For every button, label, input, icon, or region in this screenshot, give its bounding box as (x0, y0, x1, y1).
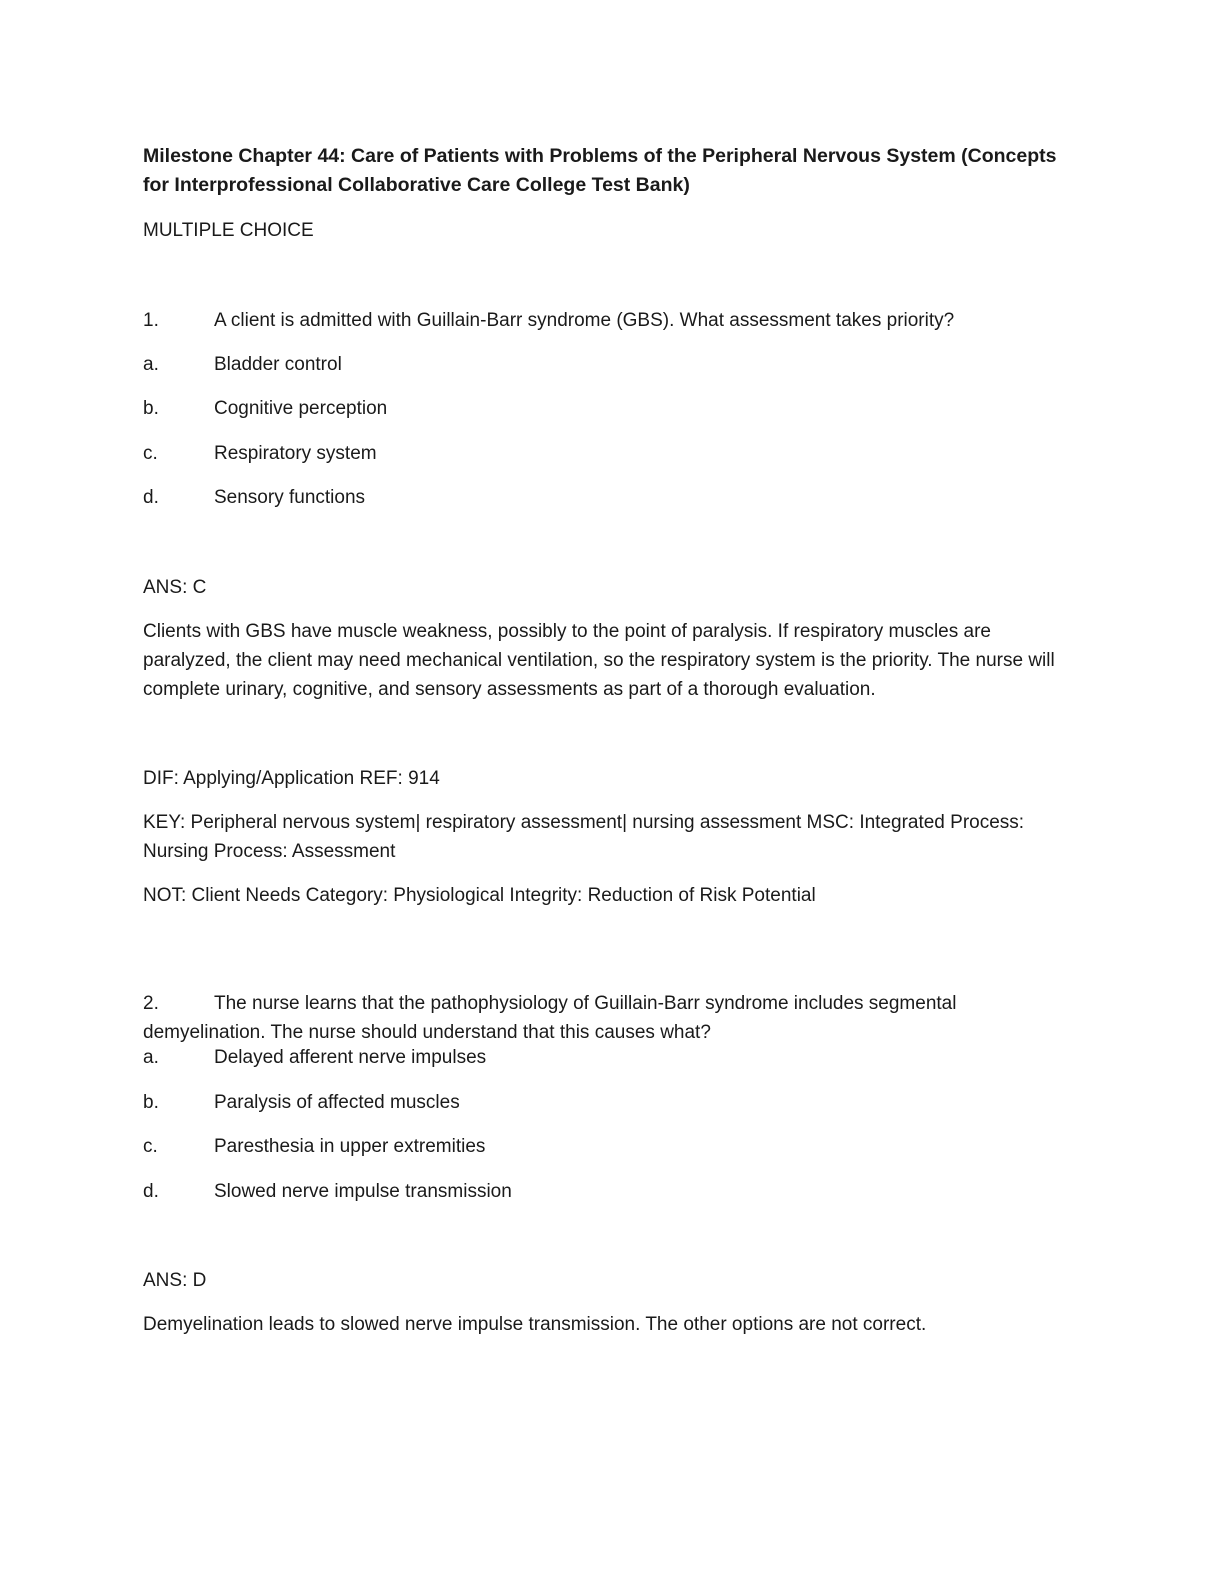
option-letter: a. (143, 354, 159, 375)
option-text: Respiratory system (214, 443, 377, 464)
option-letter: b. (143, 1092, 159, 1113)
option-text: Bladder control (214, 354, 342, 375)
option-text: Sensory functions (214, 487, 366, 508)
option-row (143, 394, 1083, 423)
option-text: Paresthesia in upper extremities (214, 1136, 486, 1157)
option-text: Paralysis of affected muscles (214, 1092, 460, 1113)
question-2-stem (143, 989, 1083, 1047)
option-row (143, 1132, 1083, 1161)
option-letter: c. (143, 1136, 158, 1157)
option-text: Cognitive perception (214, 398, 388, 419)
answer-key: ANS: D (143, 1270, 207, 1291)
option-letter: d. (143, 1181, 159, 1202)
rationale: Clients with GBS have muscle weakness, possibly to the point of paralysis. If respiratory muscles are paralyzed, the client may need mechanical ventilation, so the respiratory system is the priority. The nurse will complete urinary, cognitive, and sensory assessments as part of a thorough evaluation. (143, 621, 1055, 700)
option-row (143, 483, 1083, 512)
question-number: 1. (143, 310, 159, 331)
option-letter: d. (143, 487, 159, 508)
option-letter: b. (143, 398, 159, 419)
client-needs-note: NOT: Client Needs Category: Physiological Integrity: Reduction of Risk Potential (143, 885, 816, 906)
option-text: Slowed nerve impulse transmission (214, 1181, 512, 1202)
option-letter: c. (143, 443, 158, 464)
option-row (143, 1043, 1083, 1072)
option-row (143, 350, 1083, 379)
question-1-stem-row (143, 306, 1083, 335)
difficulty-reference: DIF: Applying/Application REF: 914 (143, 768, 440, 789)
rationale: Demyelination leads to slowed nerve impulse transmission. The other options are not correct. (143, 1314, 927, 1335)
option-letter: a. (143, 1047, 159, 1068)
keywords: KEY: Peripheral nervous system| respiratory assessment| nursing assessment MSC: Integrated Process: Nursing Process: Assessment (143, 812, 1025, 862)
option-row (143, 1177, 1083, 1206)
option-row (143, 1088, 1083, 1117)
section-heading: MULTIPLE CHOICE (143, 220, 314, 241)
question-stem: A client is admitted with Guillain-Barr syndrome (GBS). What assessment takes priority? (214, 310, 955, 331)
option-text: Delayed afferent nerve impulses (214, 1047, 487, 1068)
option-row (143, 439, 1083, 468)
question-stem: The nurse learns that the pathophysiology of Guillain-Barr syndrome includes segmental demyelination. The nurse should understand that this causes what? (143, 993, 957, 1043)
answer-key: ANS: C (143, 577, 207, 598)
document-title: Milestone Chapter 44: Care of Patients with Problems of the Peripheral Nervous System (Concepts for Interprofessional Collaborative Care College Test Bank) (143, 145, 1057, 196)
question-number: 2. (143, 993, 159, 1014)
